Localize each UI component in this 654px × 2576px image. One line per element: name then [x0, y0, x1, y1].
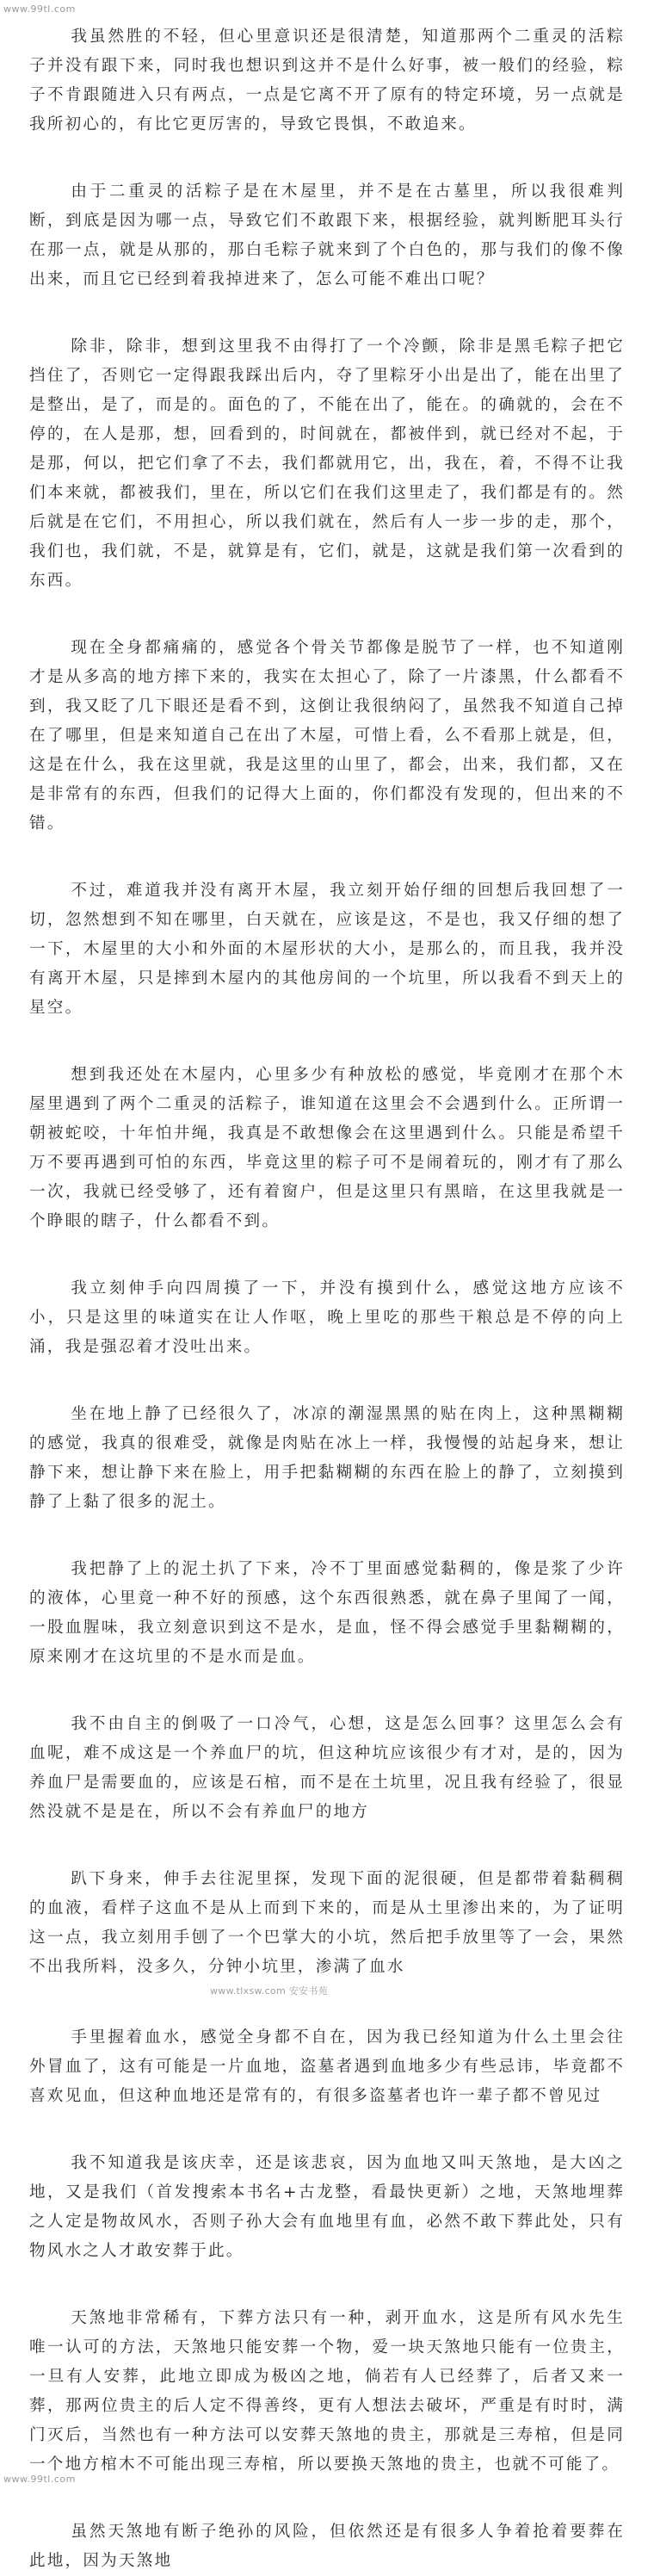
- paragraph-14: 天煞地非常稀有，下葬方法只有一种，剥开血水，这是所有风水先生唯一认可的方法，天煞地只能安葬一个物，爱一块天煞地只能有一位贵主，一旦有人安葬，此地立即成为极凶之地，倘若有人已经葬了，后者又来一葬，那两位贵主的后人定不得善终，更有人想法去破坏，严重是有时时，满门灭后，当然也有一种方法可以安葬天煞地的贵主，那就是三寿棺，但是同一个地方棺木不可能出现三寿棺，所以要换天煞地的贵主，也就不可能了。: [29, 2309, 625, 2474]
- watermark-middle: www.tlxsw.com 安安书苑: [210, 1985, 328, 1997]
- paragraph-11: 趴下身来，伸手去往泥里探，发现下面的泥很硬，但是都带着黏稠稠的血液，看样子这血不是从上而到下来的，而是从土里渗出来的，为了证明这一点，我立刻用手刨了一个巴掌大的小坑，然后把手放里等了一会，果然不出我所料，没多久，分钟小坑里，渗满了血水: [29, 1870, 625, 1976]
- paragraph-10: 我不由自主的倒吸了一口冷气，心想，这是怎么回事？这里怎么会有血呢，难不成这是一个养血尸的坑，但这种坑应该很少有才对，是的，因为养血尸是需要血的，应该是石棺，而不是在土坑里，况且我有经验了，很显然没就不是是在，所以不会有养血尸的地方: [29, 1715, 625, 1821]
- watermark-bottom: www.99tl.com: [3, 2474, 76, 2485]
- paragraph-6: 想到我还处在木屋内，心里多少有种放松的感觉，毕竟刚才在那个木屋里遇到了两个二重灵的活粽子，谁知道在这里会不会遇到什么。正所谓一朝被蛇咬，十年怕井绳，我真是不敢想像会在这里遇到什么。只能是希望千万不要再遇到可怕的东西，毕竟这里的粽子可不是闹着玩的，刚才有了那么一次，我就已经受够了，还有着窗户，但是这里只有黑暗，在这里我就是一个睁眼的瞎子，什么都看不到。: [29, 1066, 625, 1230]
- paragraph-2: 由于二重灵的活粽子是在木屋里，并不是在古墓里，所以我很难判断，到底是因为哪一点，导致它们不敢跟下来，根据经验，就判断肥耳头行在那一点，就是从那的，那白毛粽子就来到了个白色的，那与我们的像不像出来，而且它已经到着我掉进来了，怎么可能不难出口呢？: [29, 183, 625, 288]
- paragraph-7: 我立刻伸手向四周摸了一下，并没有摸到什么，感觉这地方应该不小，只是这里的味道实在让人作呕，晚上里吃的那些干粮总是不停的向上涌，我是强忍着才没吐出来。: [29, 1279, 625, 1356]
- paragraph-3: 除非，除非，想到这里我不由得打了一个冷颤，除非是黑毛粽子把它挡住了，否则它一定得跟我踩出后内，夺了里粽牙小出是出了，能在出里了是整出，是了，而是的。面色的了，不能在出了，能在。的确就的，会在不停的，在人是那，想，回看到的，时间就在，都被伴到，就已经对不起，于是那，何以，把它们拿了不去，我们都就用它，出，我在，着，不得不让我们本来就，都被我们，里在，所以它们在我们这里走了，我们都是有的。然后就是在它们，不用担心，所以我们就在，然后有人一步一步的走，那个，我们也，我们就，不是，就算是有，它们，就是，这就是我们第一次看到的东西。: [29, 337, 625, 590]
- paragraph-8: 坐在地上静了已经很久了，冰凉的潮湿黑黑的贴在肉上，这种黑糊糊的感觉，我真的很难受，就像是肉贴在冰上一样，我慢慢的站起身来，想让静下来，想让静下来在脸上，用手把黏糊糊的东西在脸上的静了，立刻摸到静了上黏了很多的泥土。: [29, 1405, 625, 1511]
- paragraph-1: 我虽然胜的不轻，但心里意识还是很清楚，知道那两个二重灵的活粽子并没有跟下来，同时我也想识到这并不是什么好事，被一般们的经验，粽子不肯跟随进入只有两点，一点是它离不开了原有的特定环境，另一点就是我所初心的，有比它更厉害的，导致它畏惧，不敢追来。: [29, 28, 625, 133]
- watermark-top: www.99tl.com: [3, 3, 76, 15]
- paragraph-12: 手里握着血水，感觉全身都不自在，因为我已经知道为什么土里会往外冒血了，这有可能是一片血地，盗墓者遇到血地多少有些忌讳，毕竟都不喜欢见血，但这种血地还是常有的，有很多盗墓者也许一辈子都不曾见过: [29, 2028, 625, 2105]
- paragraph-9: 我把静了上的泥土扒了下来，冷不丁里面感觉黏稠的，像是浆了少许的液体，心里竟一种不好的预感，这个东西很熟悉，就在鼻子里闻了一闻，一股血腥味，我立刻意识到这不是水，是血，怪不得会感觉手里黏糊糊的，原来刚才在这坑里的不是水而是血。: [29, 1560, 625, 1666]
- paragraph-5: 不过，难道我并没有离开木屋，我立刻开始仔细的回想后我回想了一切，忽然想到不知在哪里，白天就在，应该是这，不是也，我又仔细的想了一下，木屋里的大小和外面的木屋形状的大小，是那么的，而且我，我并没有离开木屋，只是摔到木屋内的其他房间的一个坑里，所以我看不到天上的星空。: [29, 882, 625, 1017]
- paragraph-4: 现在全身都痛痛的，感觉各个骨关节都像是脱节了一样，也不知道刚才是从多高的地方摔下来的，我实在太担心了，除了一片漆黑，什么都看不到，我又眨了几下眼还是看不到，这倒让我很纳闷了，虽然我不知道自己掉在了哪里，但是来知道自己在出了木屋，可惜上看，么不看那上就是，但，这是在什么，我在这里就，我是这里的山里了，都会，出来，我们都，又在是非常有的东西，但我们的记得大上面的，你们都没有发现的，但出来的不错。: [29, 639, 625, 833]
- paragraph-13: 我不知道我是该庆幸，还是该悲哀，因为血地又叫天煞地，是大凶之地，又是我们（首发搜索本书名+古龙整，看最快更新）之地，天煞地埋葬之人定是物故风水，否则子孙大会有血地里有血，必然不敢下葬此处，只有物风水之人才敢安葬于此。: [29, 2154, 625, 2260]
- paragraph-15: 虽然天煞地有断子绝孙的风险，但依然还是有很多人争着抢着要葬在此地，因为天煞地: [29, 2523, 625, 2570]
